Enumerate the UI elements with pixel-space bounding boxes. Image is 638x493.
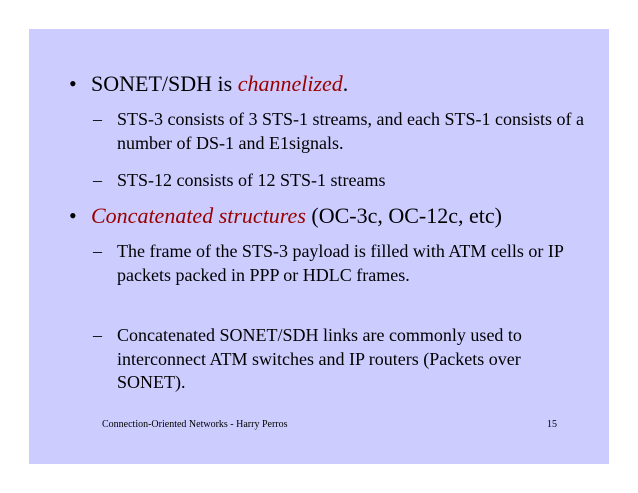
bullet-concatenated xyxy=(69,203,502,229)
dash-marker: – xyxy=(93,109,102,129)
subitem xyxy=(93,324,593,395)
bullet-emphasis: Concatenated structures xyxy=(91,203,306,228)
bullet-suffix: (OC-3c, OC-12c, etc) xyxy=(305,203,502,228)
bullet-prefix: SONET/SDH is xyxy=(91,71,238,96)
bullet-emphasis: channelized xyxy=(237,71,343,96)
dash-marker: – xyxy=(93,170,102,190)
dash-marker: – xyxy=(93,241,102,261)
slide xyxy=(29,29,609,464)
subitem xyxy=(93,240,593,287)
subitem-text: STS-12 consists of 12 STS-1 streams xyxy=(117,170,386,190)
bullet-marker: • xyxy=(69,203,77,228)
page-number: 15 xyxy=(547,419,557,430)
subitem xyxy=(93,108,593,155)
bullet-marker: • xyxy=(69,71,77,96)
bullet-suffix: . xyxy=(342,71,349,96)
dash-marker: – xyxy=(93,325,102,345)
bullet-sonet-sdh xyxy=(69,71,348,97)
subitem-text: Concatenated SONET/SDH links are commonly used to interconnect ATM switches and IP routers (Packets over SONET). xyxy=(117,325,522,392)
subitem-text: STS-3 consists of 3 STS-1 streams, and each STS-1 consists of a number of DS-1 and E1signals. xyxy=(117,109,584,153)
subitem-text: The frame of the STS-3 payload is filled with ATM cells or IP packets packed in PPP or HDLC frames. xyxy=(117,241,564,285)
subitem xyxy=(93,169,593,193)
footer-credit: Connection-Oriented Networks - Harry Perros xyxy=(102,419,288,430)
